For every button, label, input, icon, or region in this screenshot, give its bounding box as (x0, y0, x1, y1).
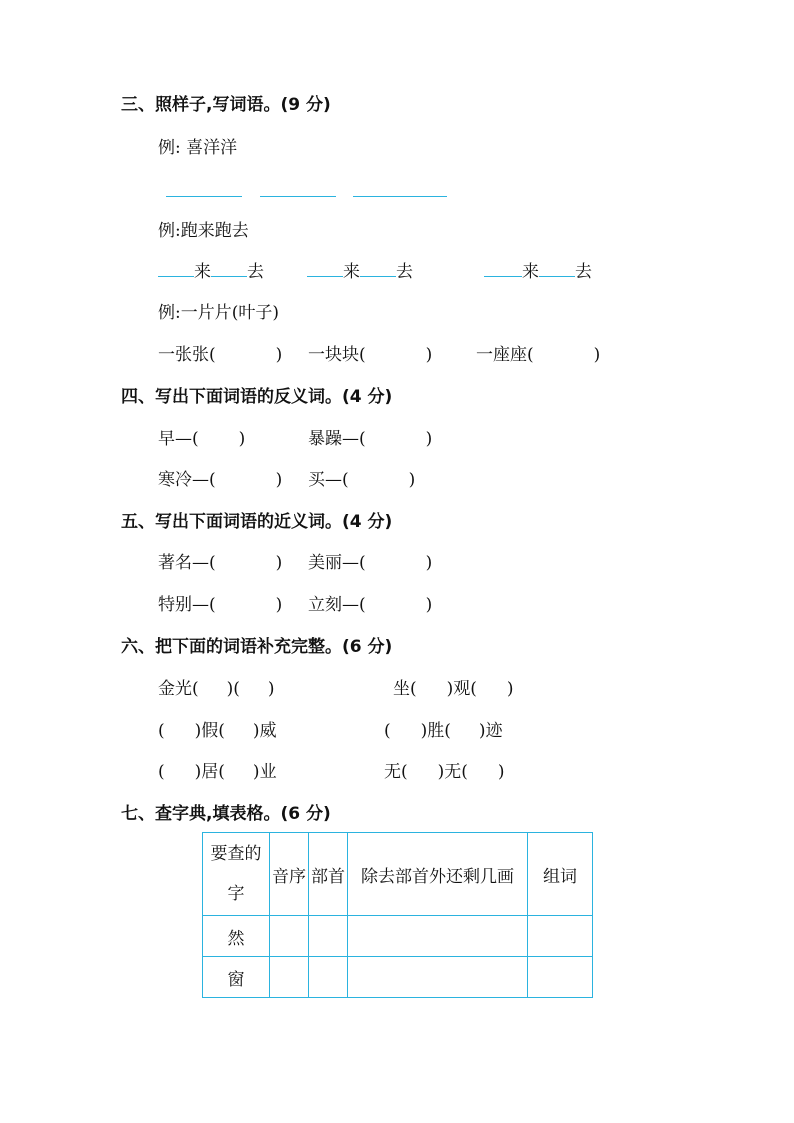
section-7-title: 七、查字典,填表格。(6 分) (121, 804, 331, 824)
answer-blank[interactable] (360, 275, 396, 277)
answer-cell[interactable] (270, 957, 309, 998)
section-5-title: 五、写出下面词语的近义词。(4 分) (121, 512, 393, 532)
dictionary-table (202, 832, 593, 998)
idiom-item: 坐( )观( ) (393, 679, 514, 699)
section-4-title: 四、写出下面词语的反义词。(4 分) (121, 387, 393, 407)
header-cell: 音序 (270, 833, 309, 916)
measure-item-1: 一张张( ) (158, 345, 283, 365)
idiom-item: 无( )无( ) (384, 762, 505, 782)
answer-blank[interactable] (211, 275, 247, 277)
idiom-item: ( )居( )业 (158, 762, 277, 782)
answer-cell[interactable] (309, 957, 348, 998)
answer-cell[interactable] (528, 916, 593, 957)
antonym-item: 寒冷—( ) (158, 470, 283, 490)
answer-blank[interactable] (539, 275, 575, 277)
header-cell: 组词 (528, 833, 593, 916)
measure-item-2: 一块块( ) (308, 345, 433, 365)
answer-cell[interactable] (348, 916, 528, 957)
antonym-item: 早—( ) (158, 429, 246, 449)
answer-blank[interactable] (353, 195, 447, 197)
answer-cell[interactable] (348, 957, 528, 998)
idiom-item: ( )胜( )迹 (384, 721, 503, 741)
header-cell: 要查的 字 (203, 833, 270, 916)
example-1: 例: 喜洋洋 (158, 138, 238, 158)
synonym-item: 美丽—( ) (308, 553, 433, 573)
lai-qu-item-2: 来 去 (307, 257, 413, 282)
header-cell: 部首 (309, 833, 348, 916)
answer-blank[interactable] (260, 195, 336, 197)
idiom-item: ( )假( )威 (158, 721, 277, 741)
lai-qu-item-3: 来 去 (484, 257, 592, 282)
example-2: 例:跑来跑去 (158, 221, 249, 241)
answer-blank[interactable] (307, 275, 343, 277)
answer-cell[interactable] (309, 916, 348, 957)
antonym-item: 买—( ) (308, 470, 416, 490)
table-row (203, 916, 593, 957)
table-header-row (203, 833, 593, 916)
measure-item-3: 一座座( ) (476, 345, 601, 365)
synonym-item: 特别—( ) (158, 595, 283, 615)
section-6-title: 六、把下面的词语补充完整。(6 分) (121, 637, 393, 657)
section-3-title: 三、照样子,写词语。(9 分) (121, 95, 331, 115)
char-cell: 窗 (203, 957, 270, 998)
header-cell: 除去部首外还剩几画 (348, 833, 528, 916)
idiom-item: 金光( )( ) (158, 679, 275, 699)
antonym-item: 暴躁—( ) (308, 429, 433, 449)
answer-cell[interactable] (270, 916, 309, 957)
answer-cell[interactable] (528, 957, 593, 998)
table-row (203, 957, 593, 998)
char-cell: 然 (203, 916, 270, 957)
answer-blank[interactable] (484, 275, 522, 277)
synonym-item: 立刻—( ) (308, 595, 433, 615)
lai-qu-item-1: 来 去 (158, 257, 264, 282)
synonym-item: 著名—( ) (158, 553, 283, 573)
answer-blank[interactable] (158, 275, 194, 277)
example-3: 例:一片片(叶子) (158, 303, 279, 323)
answer-blank[interactable] (166, 195, 242, 197)
